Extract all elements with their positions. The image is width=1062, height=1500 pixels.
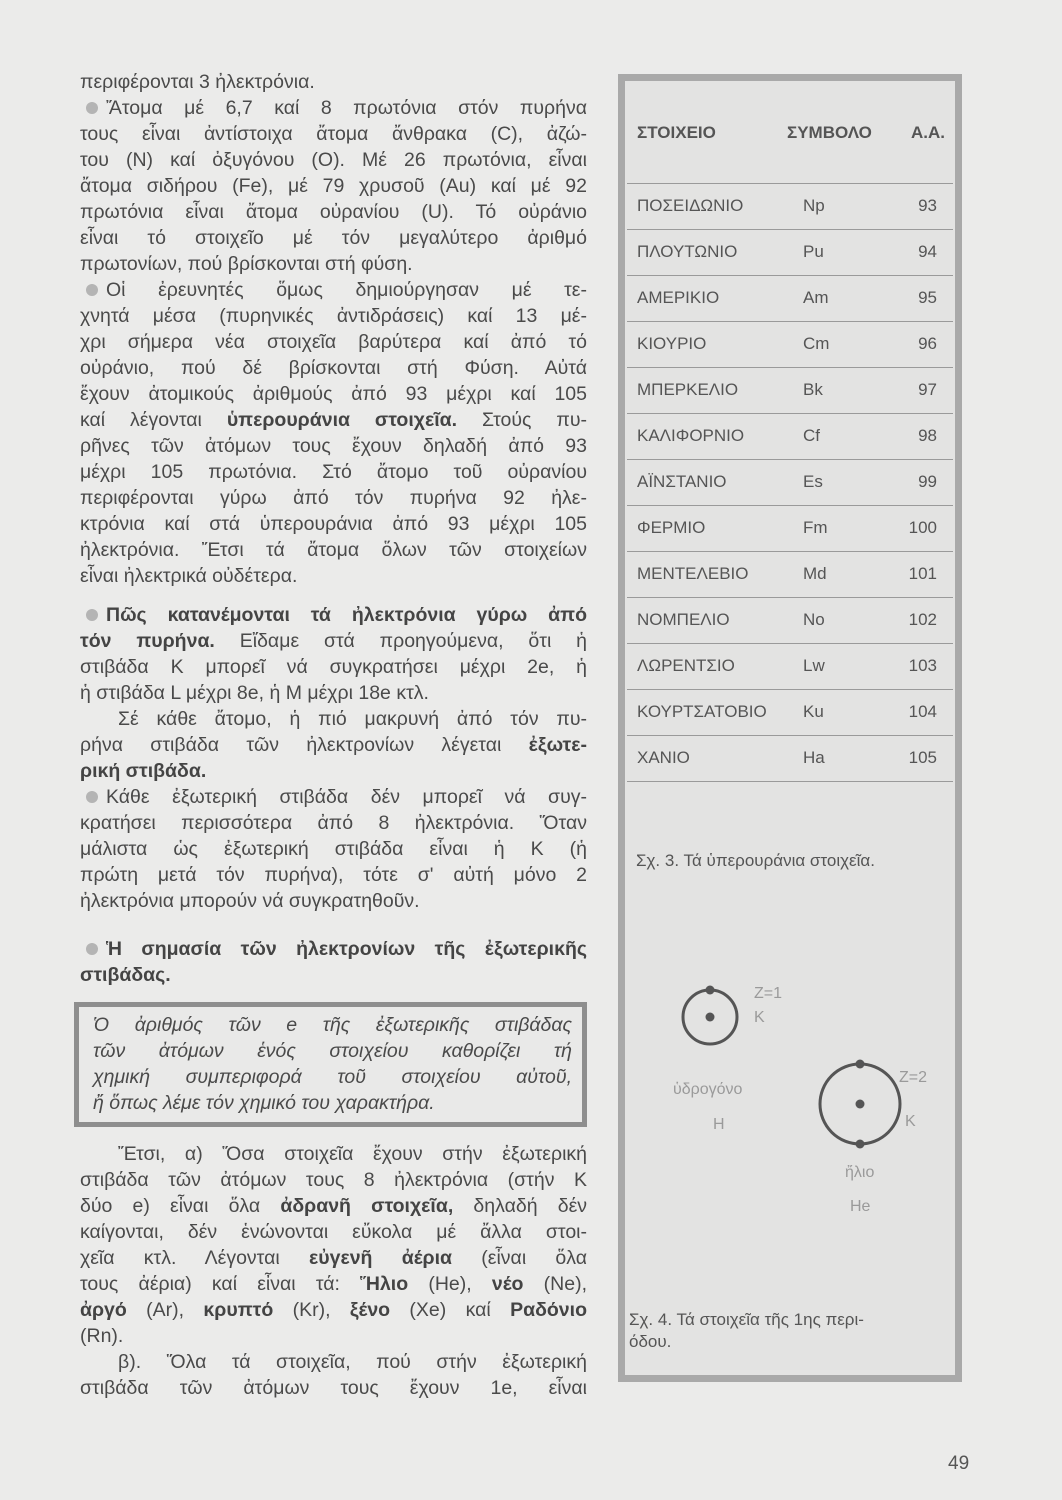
text-line: [80, 173, 587, 199]
text-line: [80, 355, 587, 381]
atomic-number: 104: [908, 702, 937, 721]
text-line: [80, 1167, 587, 1193]
side-panel: [618, 74, 962, 1382]
text-line: [80, 95, 587, 121]
helium-symbol: He: [850, 1198, 871, 1215]
rule-line: ἤ ὅπως λέμε τόν χημικό του χαρακτήρα.: [93, 1092, 435, 1114]
element-name: ΚΟΥΡΤΣΑΤΟΒΙΟ: [637, 702, 767, 721]
element-name: ΠΟΣΕΙΔΩΝΙΟ: [637, 196, 744, 215]
text-line: [80, 784, 587, 810]
text-line: [80, 1141, 587, 1167]
text-line: [80, 962, 587, 988]
text-segment: περιφέρονται γύρω ἀπό τόν πυρήνα 92 ἠλε-: [80, 487, 587, 509]
text-segment: ἔχουν ἀτομικούς ἀριθμούς ἀπό 93 μέχρι καί 105: [80, 383, 587, 405]
paragraph: [80, 936, 587, 988]
figure-4-caption-line-2: όδου.: [629, 1332, 672, 1351]
figure-3-caption: Σχ. 3. Τά ὑπερουράνια στοιχεῖα.: [636, 851, 875, 870]
paragraph: [80, 277, 587, 589]
rule-line: Ὁ ἀριθμός τῶν e τῆς ἐξωτερικῆς στιβάδας: [93, 1014, 572, 1036]
element-symbol: Np: [803, 196, 825, 215]
text-line: [80, 1375, 587, 1401]
text-segment: (He),: [408, 1273, 492, 1295]
atomic-number: 97: [918, 380, 937, 399]
bullet-icon: [86, 791, 98, 803]
text-line: [80, 862, 587, 888]
bold-text: ἐξωτε-: [528, 734, 587, 756]
element-name: ΦΕΡΜΙΟ: [637, 518, 706, 537]
hydrogen-symbol: H: [713, 1116, 725, 1133]
element-name: ΛΩΡΕΝΤΣΙΟ: [637, 656, 735, 675]
text-segment: του (N) καί ὀξυγόνου (O). Μέ 26 πρωτόνια, εἶναι: [80, 149, 587, 171]
text-segment: (Xe) καί: [390, 1299, 511, 1321]
bold-text: τόν πυρήνα.: [80, 630, 215, 652]
text-line: [80, 936, 587, 962]
element-symbol: Cm: [803, 334, 830, 353]
paragraph: [80, 1349, 587, 1401]
element-symbol: Pu: [803, 242, 824, 261]
text-segment: χνητά μέσα (πυρηνικές ἀντιδράσεις) καί 13 μέ-: [80, 305, 587, 327]
element-name: ΜΕΝΤΕΛΕΒΙΟ: [637, 564, 749, 583]
text-segment: (Kr),: [273, 1299, 350, 1321]
element-symbol: Md: [803, 564, 827, 583]
element-symbol: Fm: [803, 518, 828, 537]
bullet-icon: [86, 284, 98, 296]
text-line: [80, 407, 587, 433]
text-segment: περιφέρονται 3 ἠλεκτρόνια.: [80, 71, 315, 93]
text-segment: εἶναι τό στοιχεῖο μέ τόν μεγαλύτερο ἀριθμό: [80, 227, 587, 249]
text-line: [80, 680, 587, 706]
bold-text: ἀργό: [80, 1299, 127, 1321]
header-element: ΣΤΟΙΧΕΙΟ: [637, 123, 716, 142]
text-segment: ἡ στιβάδα L μέχρι 8e, ἡ M μέχρι 18e κτλ.: [80, 682, 429, 704]
text-segment: ρῆνες τῶν ἀτόμων τους ἔχουν δηλαδή ἀπό 93: [80, 435, 587, 457]
text-segment: ἄτομα σιδήρου (Fe), μέ 79 χρυσοῦ (Au) καί μέ 92: [80, 175, 587, 197]
text-segment: δηλαδή δέν: [453, 1195, 588, 1217]
text-line: [80, 758, 587, 784]
page-number: 49: [948, 1453, 970, 1474]
header-atomic-number: Α.Α.: [911, 123, 945, 142]
paragraph: [80, 706, 587, 784]
text-segment: οὐράνιο, πού δέ βρίσκονται στή Φύση. Αὐτά: [80, 357, 587, 379]
text-segment: τους εἶναι ἀντίστοιχα ἄτομα ἄνθρακα (C), ἀζώ-: [80, 123, 587, 145]
element-name: ΜΠΕΡΚΕΛΙΟ: [637, 380, 739, 399]
text-segment: εἶναι ἠλεκτρικά οὐδέτερα.: [80, 565, 298, 587]
text-line: [80, 147, 587, 173]
element-symbol: Cf: [803, 426, 820, 445]
bold-text: ἀδρανῆ στοιχεῖα,: [280, 1195, 454, 1217]
helium-atom: [820, 1060, 900, 1149]
bold-text: εὐγενῆ ἀέρια: [309, 1247, 452, 1269]
bullet-icon: [86, 102, 98, 114]
hydrogen-name: ὑδρογόνο: [673, 1081, 743, 1098]
text-line: [80, 225, 587, 251]
bold-text: Ραδόνιο: [510, 1299, 587, 1321]
element-symbol: No: [803, 610, 825, 629]
electron-dot: [856, 1140, 865, 1149]
text-paragraphs: [80, 69, 587, 988]
text-segment: ρήνα στιβάδα τῶν ἠλεκτρονίων λέγεται: [80, 734, 529, 756]
text-segment: καί λέγονται: [80, 409, 227, 431]
element-symbol: Es: [803, 472, 823, 491]
text-segment: Ἔτσι, α) Ὅσα στοιχεῖα ἔχουν στήν ἐξωτερική: [118, 1143, 587, 1165]
text-segment: στιβάδα K μπορεῖ νά συγκρατήσει μέχρι 2e, ἡ: [80, 656, 587, 678]
text-segment: (Ar),: [126, 1299, 204, 1321]
text-segment: κτρόνια καί στά ὑπερουράνια ἀπό 93 μέχρι 105: [80, 513, 587, 535]
text-line: [80, 303, 587, 329]
text-line: [80, 563, 587, 589]
helium-name: ἤλιο: [845, 1164, 875, 1181]
element-name: ΑΪΝΣΤΑΝΙΟ: [637, 472, 727, 491]
text-segment: ἠλεκτρόνια μπορούν νά συγκρατηθοῦν.: [80, 890, 420, 912]
rule-line: τῶν ἀτόμων ἑνός στοιχείου καθορίζει τή: [93, 1040, 572, 1062]
text-segment: Σέ κάθε ἄτομο, ἡ πιό μακρυνή ἀπό τόν πυ-: [118, 708, 587, 730]
text-line: [80, 628, 587, 654]
text-line: [80, 1193, 587, 1219]
text-line: [80, 1245, 587, 1271]
bold-text: νέο: [491, 1273, 524, 1295]
bold-text: ρική στιβάδα.: [80, 760, 207, 782]
atomic-number: 94: [918, 242, 937, 261]
text-line: [80, 329, 587, 355]
hydrogen-shell-label: K: [754, 1009, 765, 1026]
atomic-number: 93: [918, 196, 937, 215]
text-segment: πρωτόνια εἶναι ἄτομα οὐρανίου (U). Τό οὐράνιο: [80, 201, 587, 223]
text-line: [80, 277, 587, 303]
paragraph: [80, 69, 587, 95]
paragraph: [80, 95, 587, 277]
atomic-number: 98: [918, 426, 937, 445]
electron-dot: [856, 1060, 865, 1069]
text-segment: ἠλεκτρόνια. Ἔτσι τά ἄτομα ὅλων τῶν στοιχείων: [80, 539, 587, 561]
helium-z-label: Z=2: [899, 1069, 928, 1086]
text-segment: μέχρι 105 πρωτόνια. Στό ἄτομο τοῦ οὐρανίου: [80, 461, 587, 483]
text-segment: καίγονται, δέν ἑνώνονται εὔκολα μέ ἄλλα στοι-: [80, 1221, 587, 1243]
text-segment: Οἱ ἐρευνητές ὅμως δημιούργησαν μέ τε-: [106, 279, 587, 301]
text-line: [80, 602, 587, 628]
element-name: ΑΜΕΡΙΚΙΟ: [637, 288, 720, 307]
text-segment: β). Ὅλα τά στοιχεῖα, πού στήν ἐξωτερική: [118, 1351, 587, 1373]
text-line: [80, 381, 587, 407]
element-symbol: Bk: [803, 380, 823, 399]
bold-text: Ἥλιο: [360, 1273, 409, 1295]
text-segment: Κάθε ἐξωτερική στιβάδα δέν μπορεῖ νά συγ-: [106, 786, 587, 808]
text-line: [80, 537, 587, 563]
bold-text: στιβάδας.: [80, 964, 171, 986]
atomic-number: 99: [918, 472, 937, 491]
atomic-number: 95: [918, 288, 937, 307]
atomic-number: 103: [908, 656, 937, 675]
bold-text: ξένο: [349, 1299, 391, 1321]
text-segment: (Rn).: [80, 1325, 124, 1347]
text-line: [80, 732, 587, 758]
text-segment: πρώτη μετά τόν πυρήνα), τότε σ' αὐτή μόνο 2: [80, 864, 587, 886]
text-segment: (εἶναι ὅλα: [452, 1247, 587, 1269]
text-line: [80, 1349, 587, 1375]
paragraph: [80, 784, 587, 914]
text-line: [80, 485, 587, 511]
text-segment: χρι σήμερα νέα στοιχεῖα βαρύτερα καί ἀπό τό: [80, 331, 587, 353]
hydrogen-z-label: Z=1: [754, 985, 783, 1002]
hydrogen-atom: [683, 986, 737, 1045]
text-line: [80, 251, 587, 277]
bold-text: κρυπτό: [203, 1299, 274, 1321]
bullet-icon: [86, 609, 98, 621]
text-segment: Εἴδαμε στά προηγούμενα, ὅτι ἡ: [214, 630, 587, 652]
rule-line: χημική συμπεριφορά τοῦ στοιχείου αὐτοῦ,: [93, 1066, 572, 1088]
electron-dot: [706, 986, 715, 995]
element-symbol: Ku: [803, 702, 824, 721]
element-name: ΚΙΟΥΡΙΟ: [637, 334, 707, 353]
bold-text: ὑπερουράνια στοιχεῖα.: [226, 409, 458, 431]
nucleus-dot: [856, 1100, 865, 1109]
bullet-icon: [86, 943, 98, 955]
text-line: [80, 810, 587, 836]
paragraph: [80, 1141, 587, 1349]
element-symbol: Ha: [803, 748, 825, 767]
element-name: ΠΛΟΥΤΩΝΙΟ: [637, 242, 738, 261]
element-name: ΧΑΝΙΟ: [637, 748, 690, 767]
text-segment: Ἄτομα μέ 6,7 καί 8 πρωτόνια στόν πυρήνα: [106, 97, 587, 119]
text-line: [80, 1297, 587, 1323]
header-symbol: ΣΥΜΒΟΛΟ: [787, 123, 872, 142]
text-paragraphs: [80, 1141, 587, 1401]
atomic-number: 102: [908, 610, 937, 629]
bold-text: Ἡ σημασία τῶν ἠλεκτρονίων τῆς ἐξωτερικῆς: [106, 938, 587, 960]
main-text-column: [80, 69, 587, 1401]
text-segment: στιβάδα τῶν ἀτόμων τους ἔχουν 1e, εἶναι: [80, 1377, 587, 1399]
text-line: [80, 433, 587, 459]
text-line: [80, 121, 587, 147]
nucleus-dot: [706, 1013, 715, 1022]
element-name: ΝΟΜΠΕΛΙΟ: [637, 610, 730, 629]
atomic-number: 105: [908, 748, 937, 767]
highlighted-rule-box: [74, 1002, 587, 1127]
element-symbol: Am: [803, 288, 829, 307]
text-line: [80, 1271, 587, 1297]
text-segment: Στούς πυ-: [457, 409, 587, 431]
text-segment: στιβάδα τῶν ἀτόμων τους 8 ἠλεκτρόνια (στήν K: [80, 1169, 587, 1191]
text-line: [80, 888, 587, 914]
text-segment: πρωτονίων, πού βρίσκονται στή φύση.: [80, 253, 413, 275]
atom-diagram: [625, 81, 955, 1381]
text-segment: κρατήσει περισσότερα ἀπό 8 ἠλεκτρόνια. Ὅταν: [80, 812, 587, 834]
text-line: [80, 836, 587, 862]
helium-shell-label: K: [905, 1113, 916, 1130]
paragraph: [80, 602, 587, 706]
text-line: [80, 654, 587, 680]
text-line: [80, 69, 587, 95]
text-segment: χεῖα κτλ. Λέγονται: [80, 1247, 309, 1269]
text-line: [80, 706, 587, 732]
atomic-number: 96: [918, 334, 937, 353]
text-line: [80, 1323, 587, 1349]
text-line: [80, 199, 587, 225]
text-segment: (Ne),: [523, 1273, 587, 1295]
figure-4-caption-line-1: Σχ. 4. Τά στοιχεῖα τῆς 1ης περι-: [629, 1310, 864, 1329]
element-name: ΚΑΛΙΦΟΡΝΙΟ: [637, 426, 745, 445]
text-line: [80, 511, 587, 537]
text-line: [80, 459, 587, 485]
text-segment: τους ἀέρια) καί εἶναι τά:: [80, 1273, 361, 1295]
text-segment: δύο e) εἶναι ὅλα: [80, 1195, 281, 1217]
text-segment: μάλιστα ὡς ἐξωτερική στιβάδα εἶναι ἡ K (ἡ: [80, 838, 587, 860]
text-line: [80, 1219, 587, 1245]
atomic-number: 100: [908, 518, 937, 537]
bold-text: Πῶς κατανέμονται τά ἠλεκτρόνια γύρω ἀπό: [106, 604, 587, 626]
element-symbol: Lw: [803, 656, 825, 675]
atomic-number: 101: [908, 564, 937, 583]
